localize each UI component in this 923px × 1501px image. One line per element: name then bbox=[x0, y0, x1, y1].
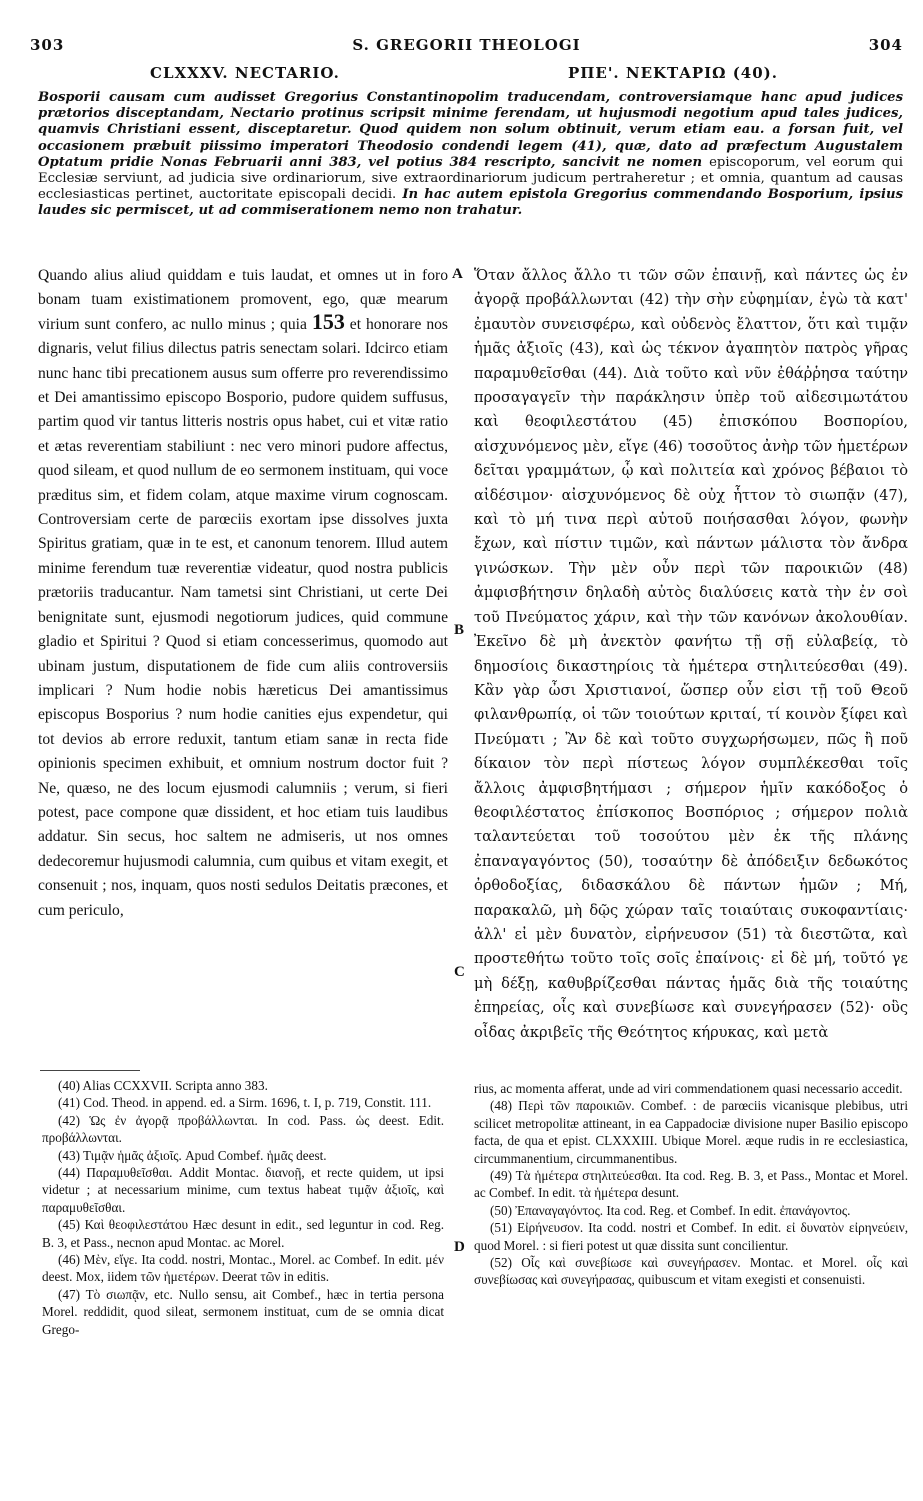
greek-column: Ὅταν ἄλλος ἄλλο τι τῶν σῶν ἐπαινῇ, καὶ πάντες ὡς ἐν ἀγορᾷ προβάλλωνται (42) τὴν σὴν εὐφημίαν, ἐγὼ τὰ κατ' ἐμαυτὸν συνεισφέρω, καὶ οὐδενὸς ἔλαττον, ὅτι καὶ τιμᾷν ἡμᾶς ἀξιοῖς (43), καὶ ὡς τέκνον ἀγαπητὸν πατρὸς γῆρας παραμυθεῖσθαι (44). Διὰ τοῦτο καὶ νῦν ἐθάῤῥησα ταύτην προσαγαγεῖν τὴν παράκλησιν ὑπὲρ τοῦ αἰδεσιμωτάτου καὶ θεοφιλεστάτου (45) ἐπισκόπου Βοσπορίου, αἰσχυνόμενος μὲν, εἴγε (46) τοσοῦτος ἀνὴρ τῶν ἡμετέρων δεῖται γραμμάτων, ᾧ καὶ πολιτεία καὶ χρόνος βέβαιοι τὸ αἰδέσιμον· αἰσχυνόμενος δὲ οὐχ ἧττον τὸ σιωπᾷν (47), καὶ τὸ μή τινα περὶ αὐτοῦ ποιήσασθαι λόγον, φωνὴν ἔχων, καὶ πίστιν τιμῶν, καὶ πάντων μάλιστα τὸν ἄνδρα γινώσκων. Τὴν μὲν οὖν περὶ τῶν παροικιῶν (48) ἀμφισβήτησιν δηλαδὴ αὐτὸς διαλύσεις κατὰ τὴν ἐν σοὶ τοῦ Πνεύματος χάριν, καὶ τὴν τῶν κανόνων ἀκολουθίαν. Ἐκεῖνο δὲ μὴ ἀνεκτὸν φανήτω τῇ σῇ εὐλαβείᾳ, τὸ δημοσίοις δικαστηρίοις τὰ ἡμέτερα στηλιτεύεσθαι (49). Κἂν γὰρ ὦσι Χριστιανοί, ὥσπερ οὖν εἰσι τῇ τοῦ Θεοῦ φιλανθρωπίᾳ, οἱ τῶν τοιούτων κριταί, τί κοινὸν ξίφει καὶ Πνεύματι ; Ἂν δὲ καὶ τοῦτο συγχωρήσωμεν, πῶς ἢ ποῦ δίκαιον τὸν περὶ πίστεως λόγον συμπλέκεσθαι τοῖς ἄλλοις ἀμφισβητήμασι ; σήμερον ἡμῖν κακόδοξος ὁ θεοφιλέστατος ἐπίσκοπος Βοσπόριος ; σήμερον πολιὰ ταλαντεύεται τοῦ τοσούτου μὲν ἐκ τῆς πλάνης ἐπαναγαγόντος (50), τοσαύτην δὲ ἀπόδειξιν δεδωκότος ὀρθοδοξίας, διδασκάλου δὲ πάντων ἡμῶν ; Μή, παρακαλῶ, μὴ δῷς χώραν ταῖς τοιαύταις συκοφαντίαις· ἀλλ' εἰ μὲν δυνατὸν, εἰρήνευσον (51) τὰ διεστῶτα, καὶ προστεθήτω τοῦτο τοῖς σοῖς ἐπαίνοις· εἰ δὲ μή, τοῦτό γε μὴ δέξῃ, καθυβρίζεσθαι πάντας ἡμᾶς διὰ τῆς τοιαύτης ἐπηρείας, οἷς καὶ συνεβίωσε καὶ συνεγήρασεν (52)· οὓς οἶδας ἀκριβεῖς τῆς Θεότητος κήρυκας, καὶ μετὰ bbox=[474, 267, 908, 1041]
folio-number: 153 bbox=[311, 308, 345, 334]
margin-letter-c: C bbox=[454, 964, 465, 980]
note: (40) Alias CCXXVII. Scripta anno 383. bbox=[58, 1078, 268, 1093]
summary-part-1: Bosporii causam cum audisset Gregorius Constantinopolim traducendam, controversiamque hanc apud judices prætorios disceptandam, Nectario protinus scripsit minime ferendam, ut hujusmodi negotium apud tales judices, quamvis Christiani essent, disceptaretur. Quod quidem non solum obtinuit, verum etiam eau. a forsan fuit, vel occasionem præbuit piissimo imperatori Theodosio condendi legem (41), quæ, dato ad præfectum Augustalem Optatum pridie Nonas Februarii anni 383, vel potius 384 rescripto, sancivit ne nomen bbox=[38, 90, 903, 170]
note: (45) Καὶ θεοφιλεστάτου Hæc desunt in edit., sed leguntur in cod. Reg. B. 3, et Pass., necnon apud Montac. ac Morel. bbox=[42, 1217, 444, 1250]
latin-column bbox=[38, 264, 448, 923]
letter-heading bbox=[30, 64, 903, 84]
note: (49) Τὰ ἡμέτερα στηλιτεύεσθαι. Ita cod. Reg. B. 3, et Pass., Montac et Morel. ac Combef. In edit. τὰ ἡμέτερα desunt. bbox=[474, 1168, 908, 1201]
note: (44) Παραμυθεῖσθαι. Addit Montac. διανοῇ, et recte quidem, ut ipsi videtur ; at necessarium minime, cum textus habeat τιμᾷν ἀξιοῖς, καὶ παραμυθεῖσθαι. bbox=[42, 1165, 444, 1215]
summary-part-3: In hac autem epistola Gregorius commendando Bosporium, ipsius laudes sic permiscet, ut ad commiserationem nemo non trahatur. bbox=[38, 187, 904, 219]
note: (47) Τὸ σιωπᾷν, etc. Nullo sensu, ait Combef., hæc in tertia persona Morel. reddidit, quod sileat, sermonem instituat, cum de se omnia dicat Grego- bbox=[42, 1286, 444, 1337]
notes-left bbox=[42, 1077, 444, 1338]
notes-right bbox=[474, 1080, 908, 1289]
latin-text-before: Quando alius aliud quiddam e tuis laudat, et omnes ut in foro bonam tuam existimationem promovent, ego, quæ mearum virium sunt confero, ac nullo minus ; quia bbox=[38, 267, 448, 333]
note: (46) Μὲν, εἴγε. Ita codd. nostri, Montac., Morel. ac Combef. In edit. μέν deest. Mox, iidem τῶν ἡμετέρων. Deerat τῶν in editis. bbox=[42, 1252, 444, 1285]
note: (48) Περὶ τῶν παροικιῶν. Combef. : de parœciis vicanisque plebibus, utri scilicet metropolitæ attineant, in ea Cappadociæ divisione nuper Basilio episcopo facta, de qua et epist. CLXXXIII. Ubique Morel. æque rudis in re ecclesiastica, circummanentium, circummanentibus. bbox=[474, 1098, 908, 1166]
running-header bbox=[30, 36, 903, 56]
running-title: S. GREGORII THEOLOGI bbox=[352, 36, 581, 54]
letter-summary bbox=[38, 90, 903, 220]
note: (42) Ὡς ἐν ἀγορᾷ προβάλλωνται. In cod. Pass. ὡς deest. Edit. προβάλλωνται. bbox=[42, 1112, 444, 1146]
margin-letter-d: D bbox=[454, 1239, 465, 1255]
greek-letter-title: ΡΠΕ'. ΝΕΚΤΑΡΙΩ (40). bbox=[567, 64, 778, 82]
note: (51) Εἰρήνευσον. Ita codd. nostri et Combef. In edit. εἰ δυνατὸν εἰρηνεύειν, quod Morel. : si fieri potest ut quæ dissita sunt concilientur. bbox=[474, 1220, 908, 1253]
note: (41) Cod. Theod. in append. ed. a Sirm. 1696, t. I, p. 719, Constit. 111. bbox=[58, 1095, 432, 1111]
margin-letter-a: A bbox=[452, 266, 463, 282]
notes-divider bbox=[40, 1070, 140, 1071]
latin-letter-title: CLXXXV. NECTARIO. bbox=[150, 64, 340, 82]
margin-letter-b: B bbox=[454, 622, 465, 638]
note: (52) Οἷς καὶ συνεβίωσε καὶ συνεγήρασεν. Montac. et Morel. οἷς καὶ συνεβίωσας καὶ συνεγήρασας, quibuscum et vitam exegisti et consenuisti. bbox=[474, 1255, 908, 1288]
latin-text-after: et honorare nos dignaris, velut filius dilectus patris senectam solari. Idcirco etiam nunc hanc tibi precationem ausus sum offerre pro reverendissimo et Dei amantissimo episcopo Bosporio, pudore quidem suffusus, partim quod vir tantus litteris nostris opus habet, cui et vitæ ratio et ætas reverentiam stabiliunt : nec vero minori pudore affectus, quod sileam, et quod nullum de eo sermonem instituam, qui voce præditus sim, et fidem colam, atque maxime virum cognoscam. Controversiam certe de parœciis exortam ipse dissolves juxta Spiritus gratiam, quæ in te est, et canonum tenorem. Illud autem minime ferendum tuæ reverentiæ videatur, quod nostra publicis prætoriis traducantur. Nam tametsi sint Christiani, ut certe Dei benignitate sunt, ejusmodi negotiorum judices, quid commune gladio et Spiritui ? Quod si etiam concesserimus, quomodo aut ubinam justum, disputationem de fide cum aliis controversiis implicari ? Num hodie nobis hæreticus Dei amantissimus episcopus Bosporius ? num hodie canities ejus expendetur, qui tot devios ab errore reduxit, tantum etiam sanæ in recta fide opinionis specimen exhibuit, et omnium nostrum doctor fuit ? Ne, quæso, ne des locum ejusmodi calumniis ; verum, si fieri potest, pace compone quæ dissident, et hoc etiam tuis laudibus addatur. Sin secus, hoc saltem ne admiseris, ut nos omnes dedecoremur hujusmodi calumnia, cum quibus et vitam exegit, et consenuit ; nos, inquam, quos nosti sedulos Deitatis præcones, et cum periculo, bbox=[38, 315, 448, 919]
note: (50) Ἐπαναγαγόντος. Ita cod. Reg. et Combef. In edit. ἐπανάγοντος. bbox=[490, 1202, 851, 1218]
page-number-right: 304 bbox=[868, 36, 903, 54]
note: (43) Τιμᾷν ἡμᾶς ἀξιοῖς. Apud Combef. ἡμᾶς deest. bbox=[58, 1147, 327, 1163]
summary-part-2: episcoporum, vel eorum qui Ecclesiæ serviunt, ad judicia sive ordinariorum, sive extraordinariorum judicum pertraheretur ; et omnia, quantum ad causas ecclesiasticas pertinet, auctoritate episcopali decidi. bbox=[38, 154, 903, 203]
page-number-left: 303 bbox=[30, 36, 65, 54]
note: rius, ac momenta afferat, unde ad viri commendationem quasi necessario accedit. bbox=[474, 1081, 903, 1096]
